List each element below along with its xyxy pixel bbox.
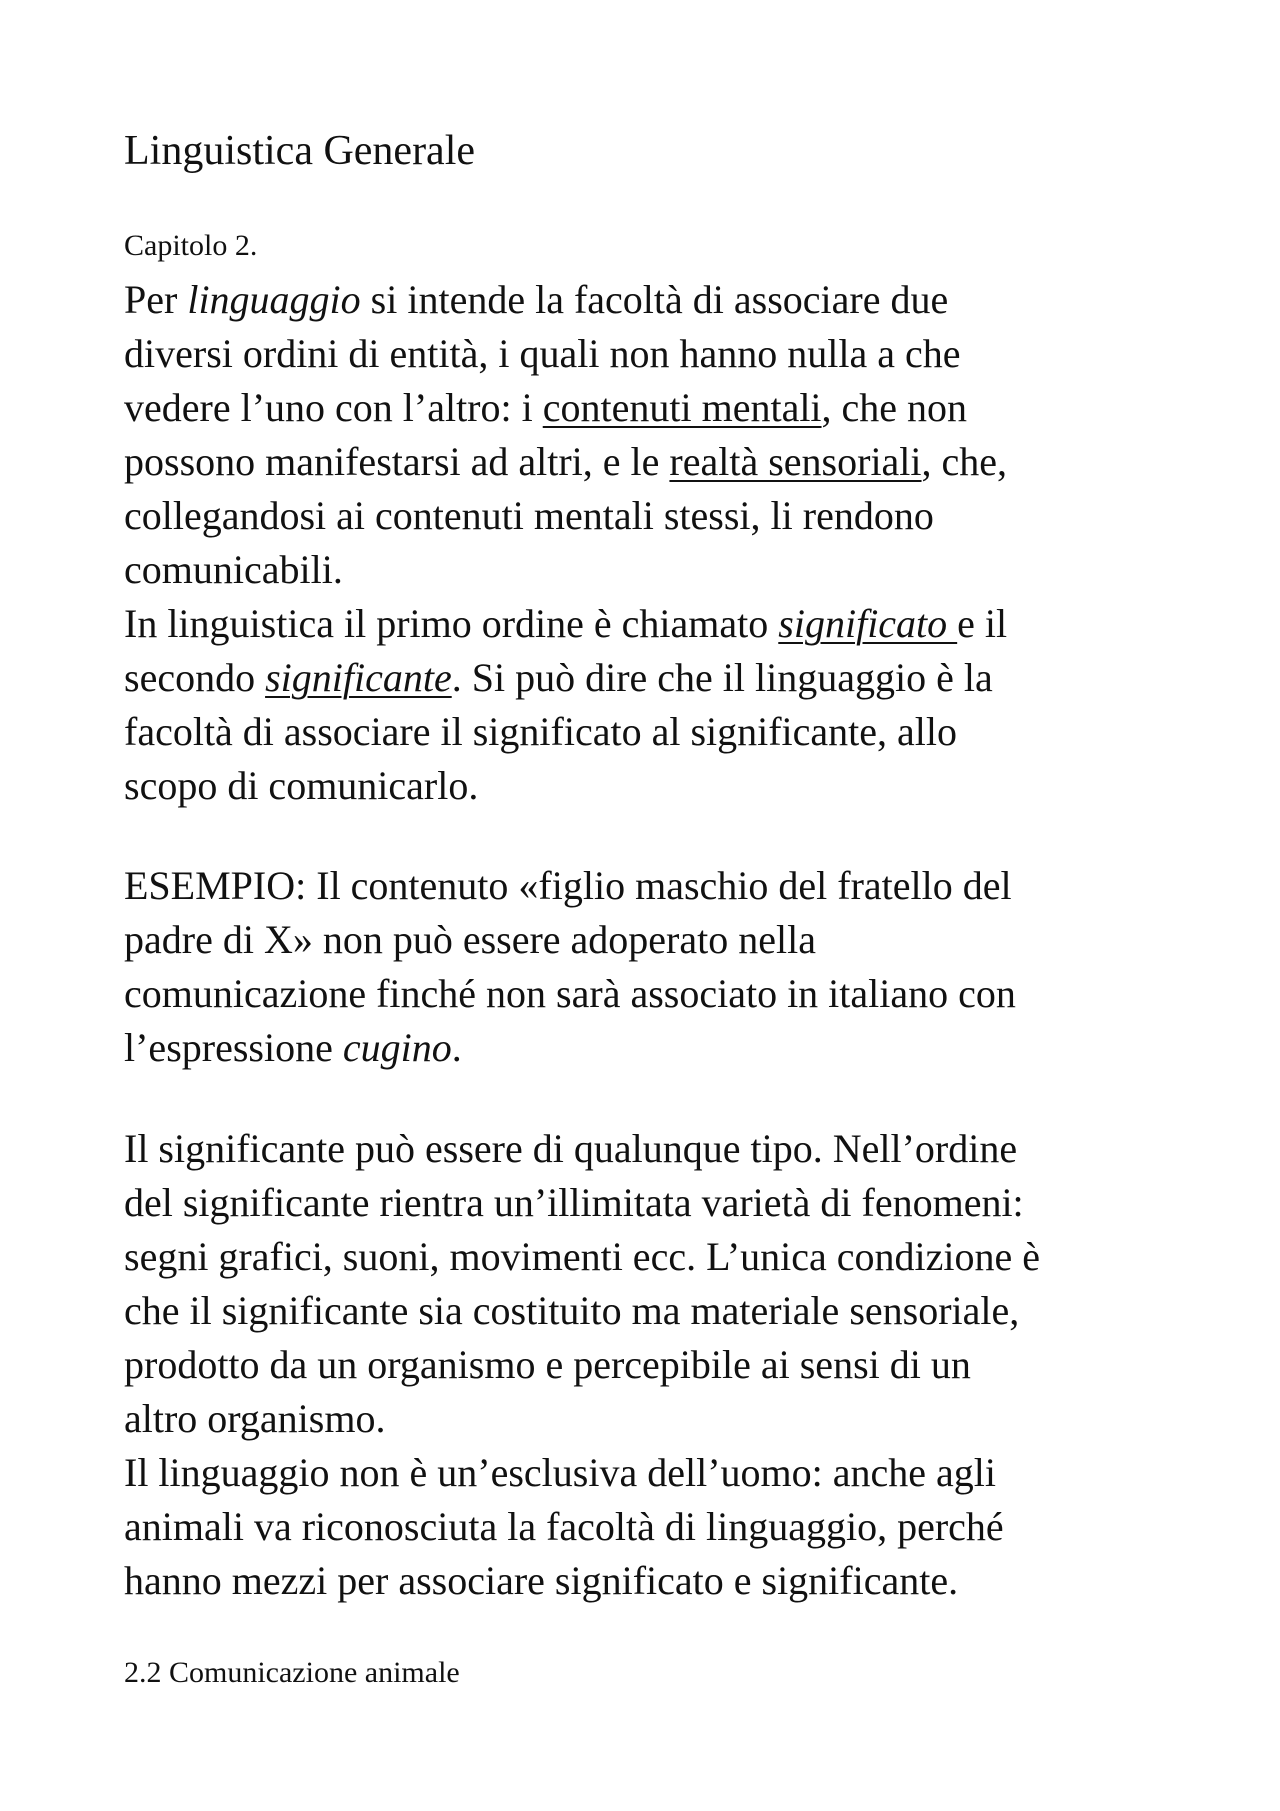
text-line: altro organismo. bbox=[124, 1396, 386, 1441]
term-significante: significante bbox=[265, 655, 452, 700]
text-line: l’espressione cugino. bbox=[124, 1025, 462, 1070]
text-line: hanno mezzi per associare significato e significante. bbox=[124, 1558, 959, 1603]
paragraph-significante bbox=[124, 1122, 1040, 1608]
text-line: possono manifestarsi ad altri, e le realtà sensoriali, che, bbox=[124, 439, 1008, 484]
text-line: collegandosi ai contenuti mentali stessi, li rendono bbox=[124, 493, 934, 538]
term-linguaggio: linguaggio bbox=[187, 277, 361, 322]
chapter-label: Capitolo 2. bbox=[124, 229, 258, 262]
paragraph-definition bbox=[124, 273, 1007, 813]
document-title: Linguistica Generale bbox=[124, 128, 476, 174]
text-line: segni grafici, suoni, movimenti ecc. L’unica condizione è bbox=[124, 1234, 1041, 1279]
text-line: In linguistica il primo ordine è chiamato significato e il bbox=[124, 601, 1008, 646]
text-line: Per linguaggio si intende la facoltà di associare due bbox=[124, 277, 949, 322]
text-line: animali va riconosciuta la facoltà di linguaggio, perché bbox=[124, 1504, 1004, 1549]
text-line: diversi ordini di entità, i quali non hanno nulla a che bbox=[124, 331, 961, 376]
text-line: vedere l’uno con l’altro: i contenuti mentali, che non bbox=[124, 385, 968, 430]
text-line: Il significante può essere di qualunque tipo. Nell’ordine bbox=[124, 1126, 1018, 1171]
text-line: padre di X» non può essere adoperato nella bbox=[124, 917, 816, 962]
text-line: Il linguaggio non è un’esclusiva dell’uomo: anche agli bbox=[124, 1450, 996, 1495]
text-line: ESEMPIO: Il contenuto «figlio maschio del fratello del bbox=[124, 863, 1012, 908]
text-line: secondo significante. Si può dire che il linguaggio è la bbox=[124, 655, 993, 700]
text-line: facoltà di associare il significato al significante, allo bbox=[124, 709, 958, 754]
text-line: comunicazione finché non sarà associato in italiano con bbox=[124, 971, 1016, 1016]
term-cugino: cugino bbox=[342, 1025, 452, 1070]
section-heading: 2.2 Comunicazione animale bbox=[124, 1656, 460, 1689]
term-realta-sensoriali: realtà sensoriali bbox=[669, 439, 922, 484]
text-line: scopo di comunicarlo. bbox=[124, 763, 479, 808]
text-line: che il significante sia costituito ma materiale sensoriale, bbox=[124, 1288, 1020, 1333]
text-line: comunicabili. bbox=[124, 547, 343, 592]
text-line: del significante rientra un’illimitata varietà di fenomeni: bbox=[124, 1180, 1024, 1225]
text-line: prodotto da un organismo e percepibile ai sensi di un bbox=[124, 1342, 971, 1387]
term-contenuti-mentali: contenuti mentali bbox=[542, 385, 822, 430]
term-significato: significato bbox=[778, 601, 958, 646]
paragraph-example bbox=[124, 859, 1016, 1075]
